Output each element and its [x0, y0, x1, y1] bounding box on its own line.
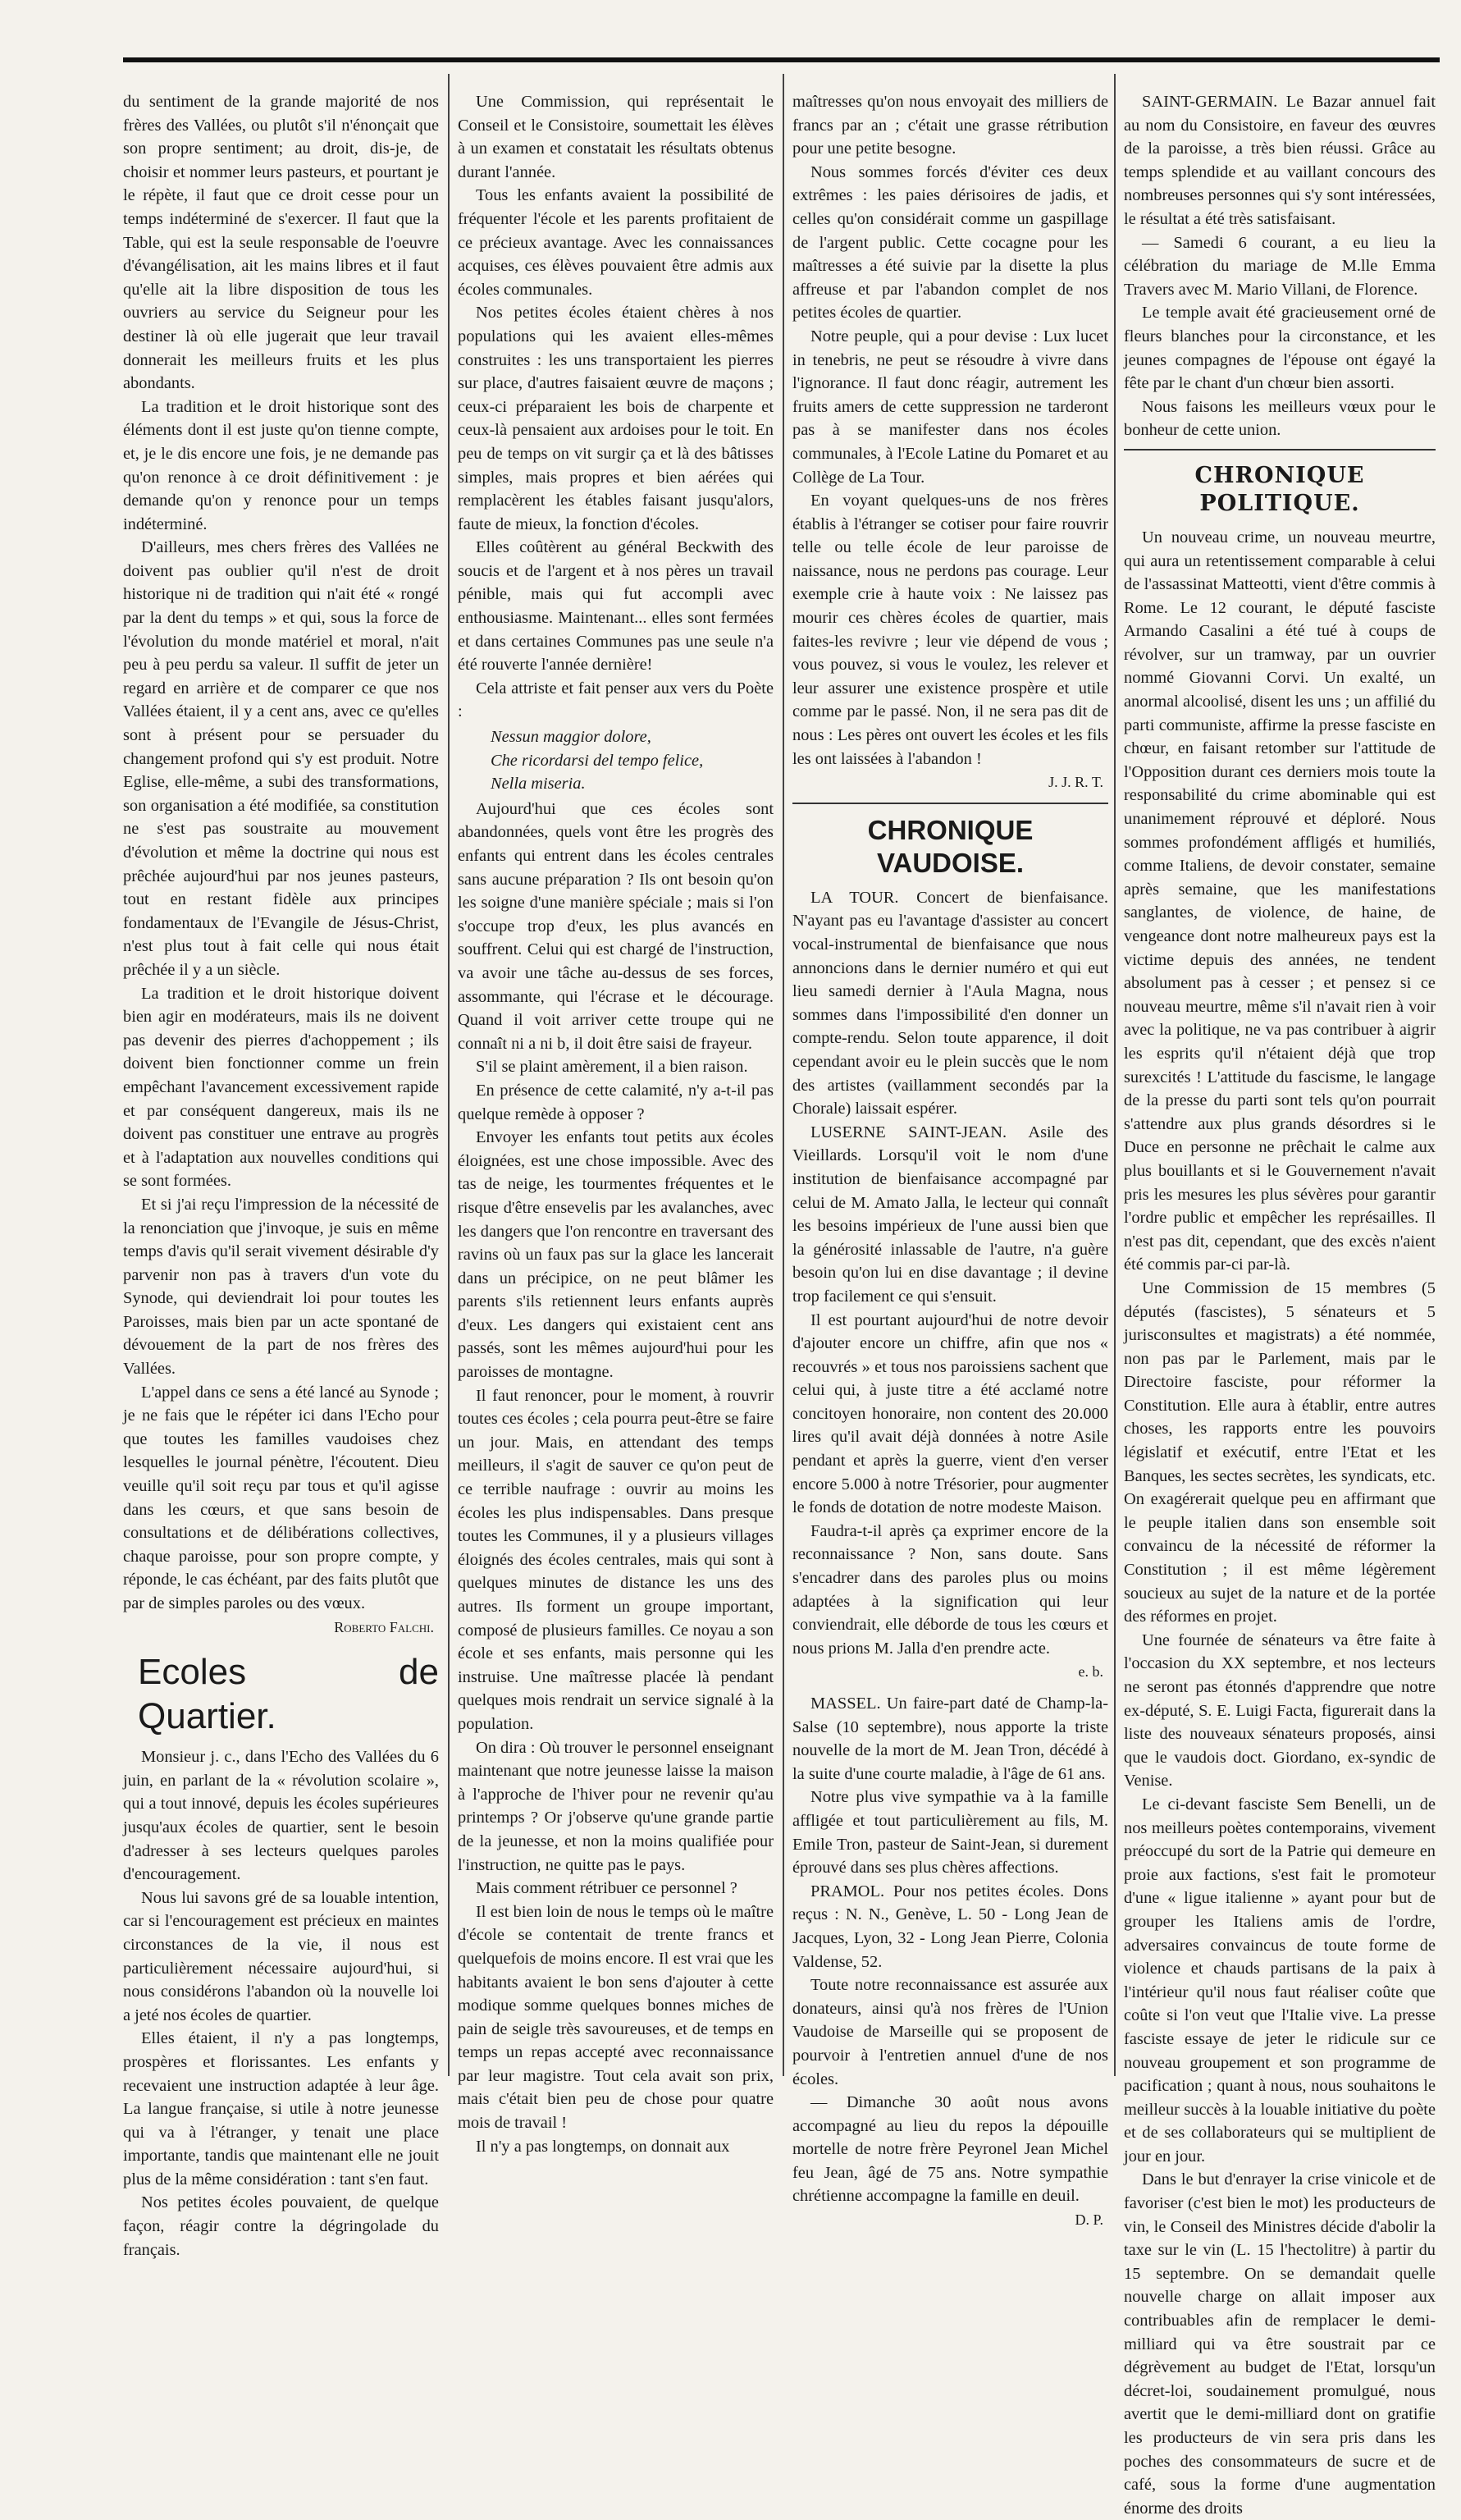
paragraph: maîtresses qu'on nous envoyait des milliers de francs par an ; c'était une grasse rétribution pour une petite besogne. — [792, 93, 1108, 158]
paragraph: L'appel dans ce sens a été lancé au Synode ; je ne fais que le répéter ici dans l'Echo pour que toutes les familles vaudoises chez lesquelles le journal pénètre, l'écoutent. Dieu veuille qu'il soit reçu par tous et qu'il agisse dans les cœurs, et que sans besoin de consultations et de délibérations collectives, chaque paroisse, pour son propre compte, y réponde, le cas échéant, par des faits plutôt que par de simples paroles ou des vœux. — [123, 1383, 440, 1612]
paragraph: La tradition et le droit historique doivent bien agir en modérateurs, mais ils ne doivent pas devenir des pierres d'achoppement ; ils doivent bien fonctionner comme un frein empêchant l'avancement excessivement rapide et par conséquent dangereux, mais ils ne doivent pas constituer une entrave au progrès et à l'adaptation aux nouvelles conditions qui se sont formées. — [123, 984, 439, 1191]
paragraph: Un nouveau crime, un nouveau meurtre, qui aura un retentissement comparable à celui de l'assassinat Matteotti, vient d'être commis à Rome. Le 12 courant, le député fasciste Armando Casalini a été tué à coups de révolver, sur un tramway, par un ouvrier nommé Giovanni Corvi. Un exalté, un anormal alcoolisé, disent les uns ; un affilié du parti communiste, affirme la presse fasciste en chœur, en faisant retomber sur l'attitude de l'Opposition durant ces derniers mois toute la responsabilité du crime abominable qui est unanimement réprouvé et déploré. Nous sommes profondément affligés et humiliés, comme Italiens, de devoir constater, semaine après semaine, que les manifestations sanglantes, de violence, de haine, de vengeance dont notre malheureux pays est la victime depuis des années, ne tendent absolument pas à cesser ; et pensez si ce nouveau meurtre, même s'il n'avait rien à voir avec la politique, ne va pas contribuer à aigrir les esprits qu'il n'étaient déjà que trop surexcités ! L'attitude du fascisme, le langage de la presse du parti sont tels qu'on pourrait s'attendre aux plus grands désordres si le Duce en personne ne prêchait le calme aux plus bouillants et si le Gouvernement n'avait pris les mesures les plus sévères pour garantir l'ordre public et empêcher les représailles. Il n'est pas dit, cependant, que des excès n'aient été commis par-ci par-là. — [1124, 528, 1436, 1274]
column-3 — [792, 90, 1108, 2229]
paragraph: Envoyer les enfants tout petits aux écoles éloignées, est une chose impossible. Avec des tas de neige, les tourmentes fréquentes et le risque d'être ensevelis par les avalanches, avec les dangers que l'on rencontre en traversant des ravins où un faux pas sur la glace les lancerait dans un précipice, on ne peut blâmer les parents s'ils retiennent leurs enfants auprès d'eux. Les dangers qui existaient cent ans passés, sont les mêmes aujourd'hui pour les paroisses de montagne. — [458, 1128, 774, 1382]
paragraph: Le temple avait été gracieusement orné de fleurs blanches pour la circonstance, et les jeunes compagnes de l'épouse ont égayé la fête par le chant d'un chœur bien assorti. — [1124, 304, 1436, 393]
paragraph: Nous sommes forcés d'éviter ces deux extrêmes : les paies dérisoires de jadis, et celles qu'on considérait comme un gaspillage de l'argent public. Cette cocagne pour les maîtresses a été suivie par la disette la plus affreuse et par l'abandon complet de nos petites écoles de quartier. — [792, 162, 1108, 322]
poem-quote — [491, 725, 774, 796]
paragraph: Et si j'ai reçu l'impression de la nécessité de la renonciation que j'invoque, je suis en même temps d'avis qu'il serait vivement désirable d'y parvenir non pas à travers d'un vote du Synode, qui deviendrait loi pour toutes les Paroisses, mais bien par un acte spontané de dévouement de la part de nos frères des Vallées. — [123, 1195, 439, 1379]
verse-line: Che ricordarsi del tempo felice, — [491, 751, 704, 770]
paragraph: Dans le but d'enrayer la crise vinicole et de favoriser (c'est bien le mot) les producteurs de vin, le Conseil des Ministres décide d'abolir la taxe sur le vin (L. 15 l'hectolitre) à partir du 15 septembre. On se demandait quelle nouvelle charge on allait imposer aux contribuables afin de remplacer le demi-milliard qui va être soustrait par ce dégrèvement au budget de l'Etat, lorsqu'un décret-loi, soudainement promulgué, nous avertit que le demi-milliard dont on gratifie les producteurs de vin sera pris dans les poches des consommateurs de sucre et de café, sous la forme d'une augmentation énorme des droits — [1124, 2170, 1436, 2518]
paragraph: Tous les enfants avaient la possibilité de fréquenter l'école et les parents profitaient de ce précieux avantage. Avec les connaissances acquises, ces élèves pouvaient être admis aux écoles communales. — [458, 186, 774, 299]
author-signature: J. J. R. T. — [1048, 774, 1103, 791]
paragraph: Il est pourtant aujourd'hui de notre devoir d'ajouter encore un chiffre, afin que nos « recouvrés » et tous nos paroissiens sachent que celui qui, à juste titre a été acclamé notre concitoyen honoraire, non content des 20.000 lires qu'il avait déjà données à notre Asile pendant et après la guerre, vient d'en verser encore 5.000 à notre Trésorier, pour augmenter le fonds de dotation de notre modeste Maison. — [792, 1310, 1108, 1517]
section-heading: CHRONIQUE VAUDOISE. — [792, 803, 1108, 880]
column-4 — [1124, 90, 1436, 2518]
top-rule — [123, 57, 1440, 62]
paragraph: Il n'y a pas longtemps, on donnait aux — [476, 2137, 730, 2156]
paragraph: Faudra-t-il après ça exprimer encore de la reconnaissance ? Non, sans doute. Sans s'encadrer dans des paroles plus ou moins adaptées à la signification qui leur conviendrait, elle déborde de tous les cœurs et nous prions M. Jalla d'en prendre acte. — [792, 1521, 1108, 1658]
paragraph: En présence de cette calamité, n'y a-t-il pas quelque remède à opposer ? — [458, 1081, 774, 1123]
paragraph: Le ci-devant fasciste Sem Benelli, un de nos meilleurs poètes contemporains, vivement préoccupé du sort de la Patrie qui demeure en proie aux factions, s'est fait le promoteur d'une « ligue italienne » ayant pour but de grouper les Italiens amis de l'ordre, adversaires convaincus de toute forme de violence et chauds partisans de la paix à l'intérieur qu'il nous faut réaliser coûte que coûte si l'on veut que l'Italie vive. La presse fasciste essaye de jeter le ridicule sur ce nouveau groupement et son programme de pacification ; quant à nous, nous souhaitons le meilleur succès à la louable initiative du poète et de ses collaborateurs qui se multiplient de jour en jour. — [1124, 1795, 1436, 2166]
paragraph: Monsieur j. c., dans l'Echo des Vallées du 6 juin, en parlant de la « révolution scolaire », qui a tout innové, depuis les écoles supérieures jusqu'aux écoles de quartier, sent le besoin d'adresser à ses lecteurs quelques paroles d'encouragement. — [123, 1748, 439, 1884]
paragraph: LA TOUR. Concert de bienfaisance. N'ayant pas eu l'avantage d'assister au concert vocal-instrumental de bienfaisance que nous annoncions dans le dernier numéro et qui eut lieu samedi dernier à l'Aula Magna, nous sommes dans l'impossibilité d'en donner un compte-rendu. Selon toute apparence, il doit cependant avoir eu le plein succès que le nom des artistes (vaillamment secondés par la Chorale) laissait espérer. — [792, 888, 1108, 1118]
article-heading: Ecoles de Quartier. — [138, 1652, 439, 1737]
author-signature: D. P. — [1075, 2211, 1103, 2229]
paragraph: Notre peuple, qui a pour devise : Lux lucet in tenebris, ne peut se résoudre à vivre dans l'ignorance. Il faut donc réagir, autrement les fruits amers de cette suppression ne tarderont pas à se manifester dans nos écoles communales, à l'Ecole Latine du Pomaret et au Collège de La Tour. — [792, 327, 1108, 487]
paragraph: Nos petites écoles pouvaient, de quelque façon, réagir contre la dégringolade du français. — [123, 2193, 439, 2259]
paragraph: Nous faisons les meilleurs vœux pour le bonheur de cette union. — [1124, 397, 1436, 440]
paragraph: On dira : Où trouver le personnel enseignant maintenant que notre jeunesse laisse la maison à l'approche de l'hiver pour ne revenir qu'au printemps ? Or j'observe qu'une grande partie de la jeunesse, et non la moins qualifiée pour l'instruction, ne quitte pas le pays. — [458, 1738, 774, 1874]
column-divider — [1114, 74, 1116, 2076]
paragraph: PRAMOL. Pour nos petites écoles. Dons reçus : N. N., Genève, L. 50 - Long Jean de Jacques, Lyon, 32 - Long Jean Pierre, Colonia Valdense, 52. — [792, 1882, 1108, 1971]
paragraph: Une fournée de sénateurs va être faite à l'occasion du XX septembre, et nos lecteurs ne seront pas étonnés d'apprendre que notre ex-député, S. E. Luigi Facta, figurerait dans la liste des nouveaux sénateurs proposés, ainsi que le vaudois doct. Giordano, ex-syndic de Venise. — [1124, 1630, 1436, 1791]
paragraph: Elles coûtèrent au général Beckwith des soucis et de l'argent et à nos pères un travail pénible, mais qui fut accompli avec enthousiasme. Maintenant... elles sont fermées et dans certaines Communes pas une seule n'a été rouverte l'année dernière! — [458, 538, 774, 675]
paragraph: Nos petites écoles étaient chères à nos populations qui les avaient elles-mêmes construites : les uns transportaient les pierres sur place, d'autres faisaient œuvre de maçons ; ceux-ci préparaient les bois de charpente et ceux-là pensaient aux ardoises pour le toit. En peu de temps on vit surgir ça et là des bâtisses simples, mais propres et bien aérées qui remplacèrent les étables faisant jusqu'alors, faute de mieux, la fonction d'écoles. — [458, 304, 774, 533]
paragraph: — Samedi 6 courant, a eu lieu la célébration du mariage de M.lle Emma Travers avec M. Mario Villani, de Florence. — [1124, 233, 1436, 299]
paragraph: du sentiment de la grande majorité de nos frères des Vallées, ou plutôt s'il n'énonçait que son propre sentiment; au droit, dis-je, de choisir et nommer leurs pasteurs, et pourtant je le répète, il faut que ce droit cesse pour un temps indéterminé de s'exercer. Il faut que la Table, qui est la seule responsable de l'oeuvre d'évangélisation, ait les mains libres et il faut qu'elle ait la libre disposition de tous les ouvriers au service du Seigneur pour les destiner là où elle jugerait que leur travail donnerait les meilleurs fruits et les plus abondants. — [123, 93, 439, 393]
paragraph: Toute notre reconnaissance est assurée aux donateurs, ainsi qu'à nos frères de l'Union Vaudoise de Marseille qui se proposent de pourvoir à l'entretien annuel d'une de nos écoles. — [792, 1976, 1108, 2088]
paragraph: Il est bien loin de nous le temps où le maître d'école se contentait de trente francs et quelquefois de moins encore. Il est vrai que les habitants avaient le bon sens d'ajouter à cette modique somme quelques bonnes miches de pain de seigle très savoureuses, et de temps en temps un repas accepté avec reconnaissance par leur magistre. Tout cela avait son prix, mais c'était bien peu de chose pour quatre mois de travail ! — [458, 1902, 774, 2133]
paragraph: — Dimanche 30 août nous avons accompagné au lieu du repos la dépouille mortelle de notre frère Peyronel Jean Michel feu Jean, âgé de 75 ans. Notre sympathie chrétienne accompagne la famille en deuil. — [792, 2093, 1108, 2206]
paragraph: En voyant quelques-uns de nos frères établis à l'étranger se cotiser pour faire rouvrir telle ou telle école de leur paroisse de naissance, nous ne perdons pas courage. Leur exemple crie à haute voix : Ne laissez pas mourir ces chères écoles de quartier, mais faites-les revivre ; leur vie dépend de vous ; vous pouvez, si vous le voulez, les relever et leur assurer une existence prospère et utile comme par le passé. Non, il ne sera pas dit de nous : Les pères ont ouvert les écoles et les fils les ont laissées à l'abandon ! — [792, 492, 1108, 768]
author-signature: Roberto Falchi. — [334, 1618, 434, 1635]
author-signature: e. b. — [1078, 1663, 1103, 1681]
column-divider — [448, 74, 450, 2076]
paragraph: Mais comment rétribuer ce personnel ? — [476, 1879, 737, 1898]
paragraph: Une Commission, qui représentait le Conseil et le Consistoire, soumettait les élèves à un examen et constatait les résultats obtenus durant l'année. — [458, 93, 774, 181]
column-2 — [458, 90, 774, 2156]
paragraph: LUSERNE SAINT-JEAN. Asile des Vieillards. Lorsqu'il voit le nom d'une institution de bienfaisance accompagné par celui de M. Amato Jalla, le lecteur qui connaît les besoins impérieux de l'une aussi bien que la générosité inlassable de l'autre, n'a guère besoin qu'on lui en dise davantage ; il devine trop facilement ce qui s'ensuit. — [792, 1123, 1108, 1306]
paragraph: Aujourd'hui que ces écoles sont abandonnées, quels vont être les progrès des enfants qui entrent dans les écoles centrales sans aucune préparation ? Ils ont besoin qu'on les soigne d'une manière spéciale ; mais si l'on s'occupe trop d'eux, les plus avancés en souffrent. Celui qui est chargé de l'instruction, va avoir une tâche au-dessus de ses forces, assommante, qui l'écrase et le décourage. Quand il voit arriver cette troupe qui ne connaît ni a ni b, il doit être saisi de frayeur. — [458, 799, 774, 1053]
paragraph: SAINT-GERMAIN. Le Bazar annuel fait au nom du Consistoire, en faveur des œuvres de la paroisse, a très bien réussi. Grâce au temps splendide et au vaillant concours des nombreuses personnes qui s'y sont intéressées, le résultat a été très satisfaisant. — [1124, 93, 1436, 228]
paragraph: Notre plus vive sympathie va à la famille affligée et tout particulièrement au fils, M. Emile Tron, pasteur de Saint-Jean, si durement éprouvé dans ses plus chères affections. — [792, 1788, 1108, 1877]
paragraph: Cela attriste et fait penser aux vers du Poète : — [458, 679, 774, 721]
column-divider — [783, 74, 784, 2076]
paragraph: D'ailleurs, mes chers frères des Vallées ne doivent pas oublier qu'il n'est de droit historique ni de tradition qui n'ait été « rongé par la dent du temps » et qui, sous la force de l'évolution du monde matériel et moral, n'ait peu à peu perdu sa valeur. Il suffit de jeter un regard en arrière et de comparer ce que nos Vallées étaient, il y a cent ans, avec ce qu'elles sont à présent pour se persuader du changement profond qui s'y est produit. Notre Eglise, elle-même, a subi des transformations, son organisation a été modifiée, sa constitution ne s'est pas soustraite au mouvement d'évolution et même la doctrine qui nous est prêchée aujourd'hui par nos jeunes pasteurs, tout en restant fidèle aux principes fondamentaux de l'Evangile de Jésus-Christ, n'est plus tout à fait celle qui nous était prêchée il y a un siècle. — [123, 538, 439, 979]
newspaper-page — [123, 57, 1440, 2518]
paragraph: Nous lui savons gré de sa louable intention, car si l'encouragement est précieux en maintes circonstances de la vie, il nous est particulièrement nécessaire aujourd'hui, si nous considérons l'abandon où la nouvelle loi a jeté nos écoles de quartier. — [123, 1888, 439, 2024]
paragraph: Il faut renoncer, pour le moment, à rouvrir toutes ces écoles ; cela pourra peut-être se faire un jour. Mais, en attendant des temps meilleurs, il s'agit de sauver ce qu'on peut de ce terrible naufrage : ouvrir au moins les écoles les plus indispensables. Dans presque toutes les Communes, il y a plusieurs villages éloignés des écoles centrales, mais qui sont à quelques minutes de distance les uns des autres. Ils forment un groupe important, composé de plusieurs familles. Ce noyau a son école et ses enfants, mais personne qui les instruise. Une maîtresse placée là pendant quelques mois rendrait un service signalé à la population. — [458, 1386, 774, 1733]
column-1 — [123, 90, 440, 2259]
paragraph: Une Commission de 15 membres (5 députés (fascistes), 5 sénateurs et 5 jurisconsultes et magistrats) a été nommée, non pas par le Parlement, mais par le Directoire fasciste, pour réformer la Constitution. Elle aura à établir, entre autres choses, les rapports entre les pouvoirs législatif et exécutif, entre l'Etat et les Banques, les sectes secrètes, les syndicats, etc. On exagérerait quelque peu en affirmant que le peuple italien dans son ensemble soit convaincu de la nécessité de réformer la Constitution ; il est même légèrement soucieux au sujet de la nature et de la portée des réformes en projet. — [1124, 1278, 1436, 1626]
section-heading: CHRONIQUE POLITIQUE. — [1124, 449, 1436, 518]
paragraph: MASSEL. Un faire-part daté de Champ-la-Salse (10 septembre), nous apporte la triste nouvelle de la mort de M. Jean Tron, décédé à la suite d'une courte maladie, à l'âge de 61 ans. — [792, 1694, 1108, 1783]
paragraph: La tradition et le droit historique sont des éléments dont il est juste qu'on tienne compte, et, je le dis encore une fois, je ne demande pas qu'on renonce à ce droit définitivement : je demande qu'on y renonce pour un temps indéterminé. — [123, 397, 439, 533]
paragraph: S'il se plaint amèrement, il a bien raison. — [476, 1058, 748, 1077]
paragraph: Elles étaient, il n'y a pas longtemps, prospères et florissantes. Les enfants y recevaient une instruction adaptée à leur âge. La langue française, si utile à notre jeunesse qui va à l'étranger, y tenait une place importante, tandis que maintenant elle ne jouit plus de la même considération : tant s'en faut. — [123, 2029, 439, 2188]
verse-line: Nella miseria. — [491, 775, 586, 794]
verse-line: Nessun maggior dolore, — [491, 728, 651, 747]
